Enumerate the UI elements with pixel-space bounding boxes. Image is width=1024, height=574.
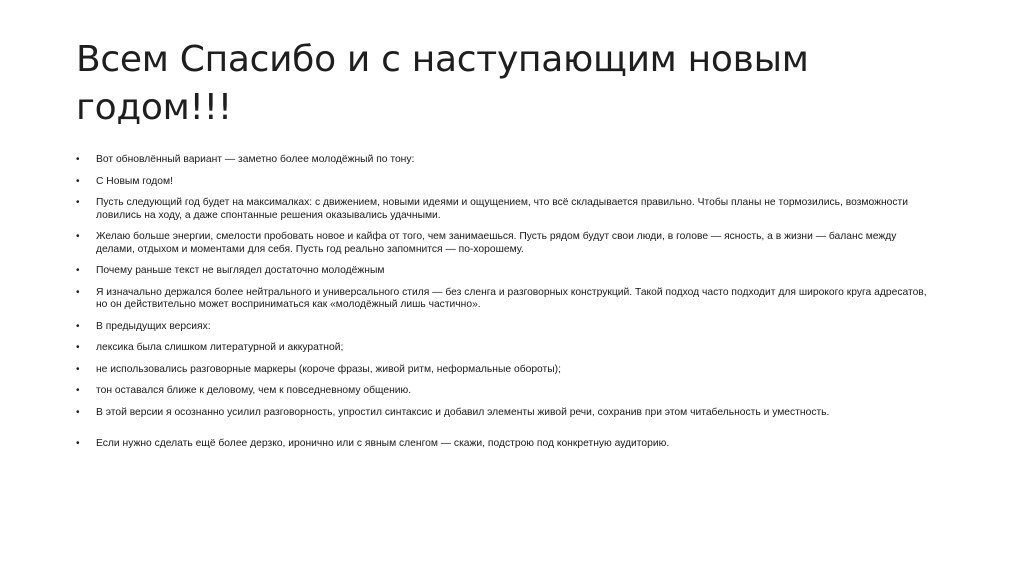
bullet-marker: • [76,154,80,165]
bullet-text: лексика была слишком литературной и аккуратной; [96,342,344,353]
bullet-text: Пусть следующий год будет на максималках: с движением, новыми идеями и ощущением, что всё складывается правильно. Чтобы планы не тормозились, возможности ловились на ходу, а даже спонтанные решения оказывались удачными. [96,197,909,221]
bullet-text: Если нужно сделать ещё более дерзко, иронично или с явным сленгом — скажи, подстрою под конкретную аудиторию. [96,438,670,449]
bullet-marker: • [76,363,80,375]
bullet-item [76,385,936,398]
bullet-item [76,176,936,189]
bullet-text: Желаю больше энергии, смелости пробовать новое и кайфа от того, чем занимаешься. Пусть рядом будут свои люди, в голове — ясность, а в жизни — баланс между делами, отдыхом и моментами для себя. Пусть год реально запомнится — по-хорошему. [96,231,897,255]
bullet-marker: • [76,406,80,418]
bullet-marker: • [76,342,80,353]
bullet-marker: • [76,286,80,298]
bullet-list [76,154,936,460]
bullet-text: Я изначально держался более нейтрального и универсального стиля — без сленга и разговорных конструкций. Такой подход часто подходит для широкого круга адресатов, но он действительно может восприниматься как «молодёжный лишь частично». [96,286,927,310]
bullet-item [76,407,936,420]
slide-title: Всем Спасибо и с наступающим новым годом!!! [76,39,809,128]
bullet-marker: • [76,197,80,208]
bullet-item [76,438,936,451]
bullet-item [76,287,936,312]
bullet-text: Почему раньше текст не выглядел достаточно молодёжным [96,265,385,276]
bullet-text: тон оставался ближе к деловому, чем к повседневному общению. [96,385,412,396]
bullet-item [76,321,936,334]
bullet-text: Вот обновлённый вариант — заметно более молодёжный по тону: [96,154,415,165]
bullet-text: В предыдущих версиях: [96,320,211,332]
bullet-text: В этой версии я осознанно усилил разговорность, упростил синтаксис и добавил элементы живой речи, сохранив при этом читабельность и уместность. [96,406,830,418]
bullet-marker: • [76,438,80,449]
bullet-marker: • [76,320,80,332]
bullet-marker: • [76,265,80,276]
bullet-text: не использовались разговорные маркеры (короче фразы, живой ритм, неформальные обороты); [96,363,561,375]
bullet-text: С Новым годом! [96,175,173,187]
bullet-item [76,265,936,278]
bullet-item [76,197,936,222]
bullet-item [76,364,936,377]
bullet-marker: • [76,175,80,187]
bullet-item [76,154,936,167]
bullet-marker: • [76,385,80,396]
bullet-item [76,342,936,355]
bullet-marker: • [76,231,80,242]
bullet-item [76,231,936,256]
